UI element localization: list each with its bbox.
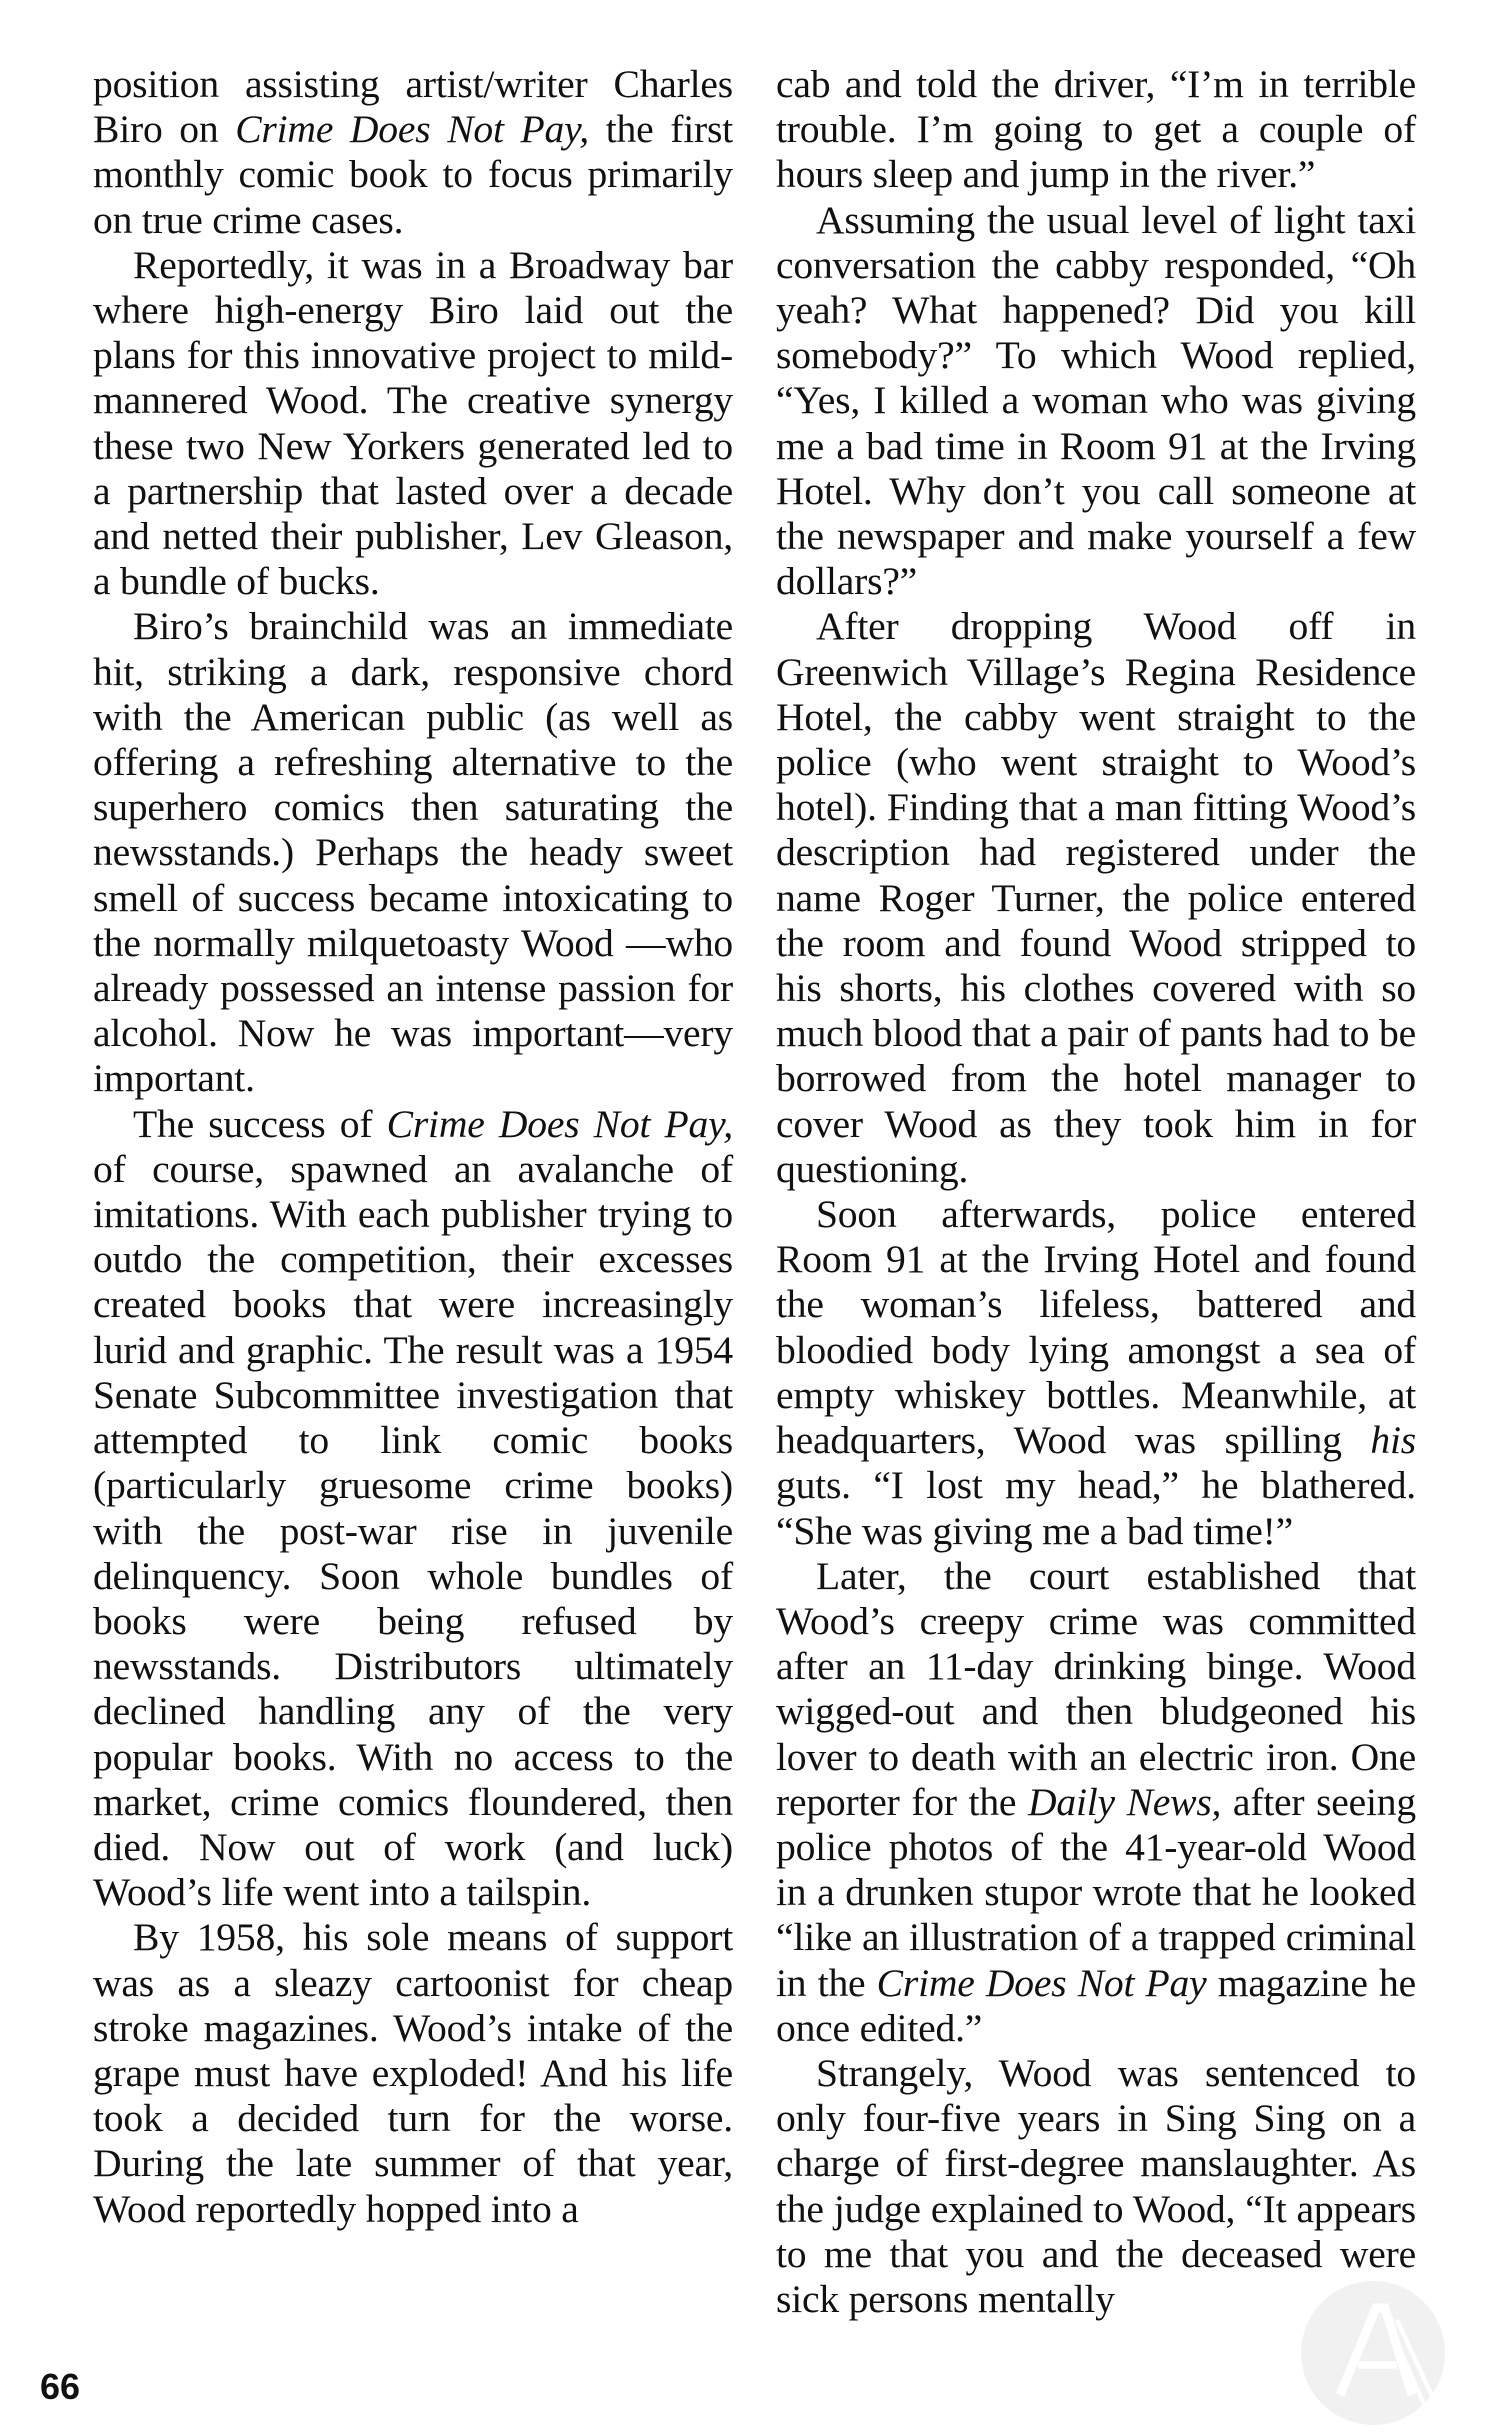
text-run: Later, the court established that Wood’s creepy crime was committed after an 11-day drinking binge. Wood wigged-out and then bludgeoned his lover to death with an electric iron. One reporter for the (776, 1553, 1416, 1824)
text-run: Assuming the usual level of light taxi conversation the cabby responded, “Oh yeah? What happened? Did you kill somebody?” To which Wood replied, “Yes, I killed a woman who was giving me a bad time in Room 91 at the Irving Hotel. Why don’t you call someone at the newspaper and make yourself a few dollars?” (776, 197, 1416, 604)
text-run: The success of (133, 1101, 387, 1146)
paragraph-court-established (776, 1554, 1416, 2051)
text-run: of course, spawned an avalanche of imitations. With each publisher trying to outdo the competition, their excesses created books that were increasingly lurid and graphic. The result was a 1954 Senate Subcommittee investigation that attempted to link comic books (particularly gruesome crime books) with the post-war rise in juvenile delinquency. Soon whole bundles of books were being refused by newsstands. Distributors ultimately declined handling any of the very popular books. With no access to the market, crime comics floundered, then died. Now out of work (and luck) Wood’s life went into a tailspin. (93, 1146, 733, 1915)
title-crime-does-not-pay: Crime Does Not Pay (876, 1960, 1207, 2005)
paragraph-broadway-bar (93, 243, 733, 605)
paragraph-brainchild (93, 604, 733, 1101)
text-run: By 1958, his sole means of support was as a sleazy cartoonist for cheap stroke magazines. Wood’s intake of the grape must have exploded! And his life took a decided turn for the worse. During the late summer of that year, Wood reportedly hopped into a (93, 1915, 733, 2231)
paragraph-by-1958 (93, 1915, 733, 2231)
text-run: cab and told the driver, “I’m in terrible trouble. I’m going to get a couple of hours sleep and jump in the river.” (776, 62, 1416, 197)
text-run: Reportedly, it was in a Broadway bar where high-energy Biro laid out the plans for this innovative project to mild-mannered Wood. The creative synergy these two New Yorkers generated led to a partnership that lasted over a decade and netted their publisher, Lev Gleason, a bundle of bucks. (93, 242, 733, 604)
right-column (776, 62, 1416, 2322)
text-run: magazine he once edited.” (776, 1960, 1416, 2050)
paragraph-taxi-conversation (776, 198, 1416, 605)
text-run: the first monthly comic book to focus primarily on true crime cases. (93, 107, 733, 242)
text-run: After dropping Wood off in Greenwich Village’s Regina Residence Hotel, the cabby went straight to the police (who went straight to Wood’s hotel). Finding that a man fitting Wood’s description had registered under the name Roger Turner, the police entered the room and found Wood stripped to his shorts, his clothes covered with so much blood that a pair of pants had to be borrowed from the hotel manager to cover Wood as they took him in for questioning. (776, 604, 1416, 1191)
title-daily-news: Daily News, (1027, 1779, 1222, 1824)
title-crime-does-not-pay: Crime Does Not Pay, (386, 1101, 733, 1146)
paragraph-charles-biro (93, 62, 733, 243)
text-run: after seeing police photos of the 41-year-old Wood in a drunken stupor wrote that he looked “like an illustration of a trapped criminal in the (776, 1779, 1416, 2005)
paragraph-cab-driver (776, 62, 1416, 198)
watermark-logo-icon (1298, 2278, 1448, 2428)
page-number: 66 (40, 2366, 81, 2407)
text-run: Strangely, Wood was sentenced to only four-five years in Sing Sing on a charge of first-degree manslaughter. As the judge explained to Wood, “It appears to me that you and the deceased were sick persons mentally (776, 2050, 1416, 2321)
paragraph-regina-hotel (776, 604, 1416, 1192)
paragraph-success-imitations (93, 1102, 733, 1916)
emphasis-his: his (1370, 1418, 1416, 1463)
text-run: position assisting artist/writer Charles Biro on (93, 62, 733, 152)
left-column (93, 62, 733, 2232)
text-run: Soon afterwards, police entered Room 91 at the Irving Hotel and found the woman’s lifeless, battered and bloodied body lying amongst a sea of empty whiskey bottles. Meanwhile, at headquarters, Wood was spilling (776, 1192, 1416, 1463)
paragraph-room-91 (776, 1192, 1416, 1554)
title-crime-does-not-pay: Crime Does Not Pay, (235, 107, 589, 152)
text-run: guts. “I lost my head,” he blathered. “She was giving me a bad time!” (776, 1463, 1416, 1553)
text-run: Biro’s brainchild was an immediate hit, striking a dark, responsive chord with the American public (as well as offering a refreshing alternative to the superhero comics then saturating the newsstands.) Perhaps the heady sweet smell of success became intoxicating to the normally milquetoasty Wood —who already possessed an intense passion for alcohol. Now he was important—very important. (93, 604, 733, 1101)
